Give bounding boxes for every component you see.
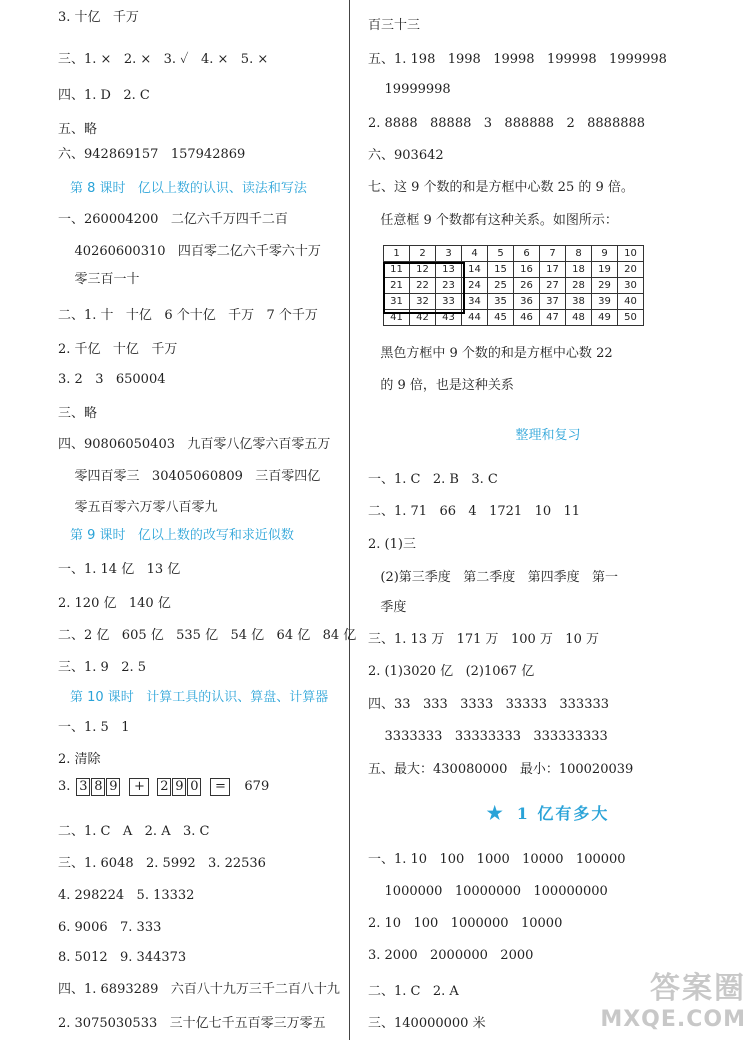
grid-cell: 25 (488, 278, 514, 294)
answer-line: 2. 3075030533 三十亿七千五百零三万零五 (58, 1016, 326, 1031)
grid-cell: 42 (410, 310, 436, 326)
answer-line: 8. 5012 9. 344373 (58, 950, 187, 965)
lesson-heading: 第 10 课时 计算工具的认识、算盘、计算器 (70, 690, 329, 705)
lesson-heading: 第 8 课时 亿以上数的认识、读法和写法 (70, 181, 307, 196)
grid-cell: 49 (592, 310, 618, 326)
grid-cell: 2 (410, 246, 436, 262)
grid-cell: 50 (618, 310, 644, 326)
answer-line: 三、1. × 2. × 3. ✓ 4. × 5. × (58, 52, 269, 67)
answer-line: 六、942869157 157942869 (58, 147, 246, 162)
grid-cell: 36 (514, 294, 540, 310)
grid-cell: 22 (410, 278, 436, 294)
calculator-key: 8 (91, 778, 105, 796)
site-watermark (600, 963, 746, 1032)
grid-cell: 46 (514, 310, 540, 326)
calculator-key: 9 (106, 778, 120, 796)
answer-line: 三、略 (58, 406, 98, 421)
grid-cell: 7 (540, 246, 566, 262)
unit-title-text: 1 亿有多大 (516, 804, 610, 823)
grid-cell: 21 (384, 278, 410, 294)
grid-row (384, 310, 644, 326)
answer-line: 19999998 (368, 82, 451, 97)
grid-cell: 4 (462, 246, 488, 262)
answer-line: 一、1. C 2. B 3. C (368, 472, 498, 487)
grid-cell: 20 (618, 262, 644, 278)
answer-line: 任意框 9 个数都有这种关系。如图所示： (368, 213, 618, 228)
answer-line: 2. 清除 (58, 752, 101, 767)
answer-line: 黑色方框中 9 个数的和是方框中心数 22 (368, 346, 613, 361)
calculator-key: 9 (172, 778, 186, 796)
answer-line: 二、1. 十 十亿 6 个十亿 千万 7 个千万 (58, 308, 318, 323)
answer-line: 2. (1)3020 亿 (2)1067 亿 (368, 664, 535, 679)
answer-line: 零四百零三 30405060809 三百零四亿 (58, 469, 321, 484)
answer-line: 四、1. 6893289 六百八十九万三千二百八十九 (58, 982, 340, 997)
calculator-key: 0 (187, 778, 201, 796)
grid-cell: 48 (566, 310, 592, 326)
grid-cell: 10 (618, 246, 644, 262)
answer-line: 4. 298224 5. 13332 (58, 888, 195, 903)
calculator-keys-row (58, 778, 269, 796)
grid-cell: 14 (462, 262, 488, 278)
answer-line: 季度 (368, 600, 407, 615)
grid-cell: 6 (514, 246, 540, 262)
answer-line: 二、1. 71 66 4 1721 10 11 (368, 504, 581, 519)
grid-cell: 44 (462, 310, 488, 326)
grid-cell: 31 (384, 294, 410, 310)
grid-cell: 24 (462, 278, 488, 294)
star-icon: ★ (486, 803, 505, 824)
answer-line: 2. 8888 88888 3 888888 2 8888888 (368, 116, 646, 131)
grid-cell: 27 (540, 278, 566, 294)
grid-cell: 45 (488, 310, 514, 326)
grid-cell: 28 (566, 278, 592, 294)
question-number: 3. (58, 779, 71, 794)
calc-result: 679 (244, 779, 270, 794)
answer-line: 3. 2000 2000000 2000 (368, 948, 534, 963)
grid-cell: 41 (384, 310, 410, 326)
answer-line: 四、1. D 2. C (58, 88, 150, 103)
answer-line: 1000000 10000000 100000000 (368, 884, 608, 899)
grid-cell: 18 (566, 262, 592, 278)
answer-line: 三、1. 9 2. 5 (58, 660, 147, 675)
answer-line: 一、1. 14 亿 13 亿 (58, 562, 181, 577)
watermark-text: 答案圈 (650, 971, 746, 1006)
answer-line: 的 9 倍，也是这种关系 (368, 378, 514, 393)
answer-line: 三、1. 13 万 171 万 100 万 10 万 (368, 632, 599, 647)
watermark-domain: MXQE.COM (600, 1007, 746, 1032)
grid-cell: 5 (488, 246, 514, 262)
grid-cell: 3 (436, 246, 462, 262)
calculator-key: 3 (76, 778, 90, 796)
grid-row (384, 278, 644, 294)
lesson-heading: 第 9 课时 亿以上数的改写和求近似数 (70, 528, 294, 543)
answer-line: 二、1. C 2. A (368, 984, 459, 999)
grid-cell: 23 (436, 278, 462, 294)
answer-line: 三、140000000 米 (368, 1016, 486, 1031)
answer-line: 三、1. 6048 2. 5992 3. 22536 (58, 856, 266, 871)
grid-row (384, 262, 644, 278)
unit-title (368, 803, 728, 824)
number-grid (383, 245, 644, 326)
grid-cell: 11 (384, 262, 410, 278)
answer-line: 3. 2 3 650004 (58, 372, 166, 387)
grid-cell: 19 (592, 262, 618, 278)
grid-cell: 39 (592, 294, 618, 310)
grid-cell: 29 (592, 278, 618, 294)
section-heading: 整理和复习 (515, 428, 581, 443)
answer-line: 2. 10 100 1000000 10000 (368, 916, 563, 931)
grid-cell: 1 (384, 246, 410, 262)
answer-line: 3. 十亿 千万 (58, 10, 139, 25)
column-divider (349, 0, 350, 1040)
grid-cell: 30 (618, 278, 644, 294)
grid-cell: 34 (462, 294, 488, 310)
answer-line: 四、90806050403 九百零八亿零六百零五万 (58, 437, 331, 452)
grid-cell: 26 (514, 278, 540, 294)
grid-cell: 38 (566, 294, 592, 310)
answer-line: 百三十三 (368, 18, 421, 33)
answer-line: 二、2 亿 605 亿 535 亿 54 亿 64 亿 84 亿 (58, 628, 357, 643)
grid-row (384, 246, 644, 262)
grid-cell: 9 (592, 246, 618, 262)
equals-key: = (210, 778, 230, 796)
grid-cell: 47 (540, 310, 566, 326)
answer-line: 一、260004200 二亿六千万四千二百 (58, 212, 288, 227)
grid-cell: 15 (488, 262, 514, 278)
answer-line: (2)第三季度 第二季度 第四季度 第一 (368, 570, 619, 585)
grid-cell: 35 (488, 294, 514, 310)
answer-line: 2. (1)三 (368, 537, 416, 552)
answer-line: 五、最大：430080000 最小：100020039 (368, 762, 634, 777)
grid-cell: 37 (540, 294, 566, 310)
answer-line: 二、1. C A 2. A 3. C (58, 824, 210, 839)
grid-cell: 43 (436, 310, 462, 326)
answer-line: 2. 120 亿 140 亿 (58, 596, 171, 611)
grid-cell: 12 (410, 262, 436, 278)
grid-cell: 13 (436, 262, 462, 278)
grid-cell: 16 (514, 262, 540, 278)
answer-line: 四、33 333 3333 33333 333333 (368, 697, 610, 712)
answer-line: 七、这 9 个数的和是方框中心数 25 的 9 倍。 (368, 180, 634, 195)
answer-line: 2. 千亿 十亿 千万 (58, 342, 178, 357)
answer-line: 五、1. 198 1998 19998 199998 1999998 (368, 52, 667, 67)
answer-line: 3333333 33333333 333333333 (368, 729, 608, 744)
grid-row (384, 294, 644, 310)
answer-line: 一、1. 5 1 (58, 720, 130, 735)
calculator-key: 2 (157, 778, 171, 796)
grid-cell: 32 (410, 294, 436, 310)
answer-line: 40260600310 四百零二亿六千零六十万 (58, 244, 321, 259)
answer-line: 6. 9006 7. 333 (58, 920, 162, 935)
grid-cell: 8 (566, 246, 592, 262)
plus-key: + (129, 778, 149, 796)
grid-cell: 33 (436, 294, 462, 310)
grid-cell: 17 (540, 262, 566, 278)
grid-cell: 40 (618, 294, 644, 310)
answer-line: 六、903642 (368, 148, 444, 163)
answer-line: 一、1. 10 100 1000 10000 100000 (368, 852, 626, 867)
answer-line: 五、略 (58, 122, 98, 137)
answer-line: 零五百零六万零八百零九 (58, 500, 218, 515)
answer-line: 零三百一十 (58, 272, 140, 287)
